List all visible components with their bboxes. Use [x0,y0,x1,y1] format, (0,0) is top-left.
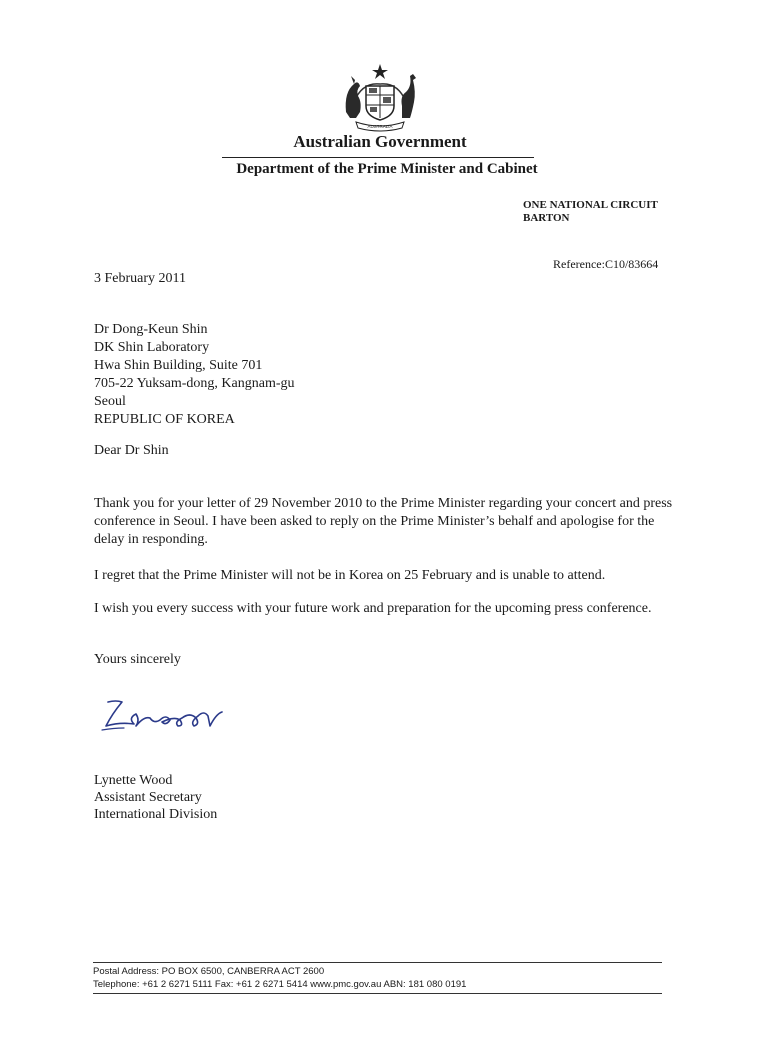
body-paragraph: I regret that the Prime Minister will not be in Korea on 25 February and is unable to attend. [94,568,606,583]
recipient-line: Dr Dong-Keun Shin [94,322,208,337]
signer-block [94,772,217,823]
recipient-line: Hwa Shin Building, Suite 701 [94,358,263,373]
signer-division: International Division [94,807,218,822]
footer-divider-top [93,962,662,963]
recipient-line: REPUBLIC OF KOREA [94,412,235,427]
recipient-address [94,321,295,429]
government-title: Australian Government [293,132,467,151]
signer-name: Lynette Wood [94,773,173,788]
footer-contact: Telephone: +61 2 6271 5111 Fax: +61 2 6271 5414 www.pmc.gov.au ABN: 181 080 0191 [93,979,467,990]
crest-motto: AUSTRALIA [367,124,393,129]
closing: Yours sincerely [94,652,181,667]
body-paragraph: I wish you every success with your future work and preparation for the upcoming press conference. [94,601,652,616]
handwritten-signature [100,692,240,742]
footer-divider-bottom [93,993,662,994]
body-paragraph: Thank you for your letter of 29 November 2010 to the Prime Minister regarding your concert and press conference in Seoul. I have been asked to reply on the Prime Minister’s behalf and apologise for the delay in responding. [94,496,673,547]
reference-number: Reference:C10/83664 [553,257,659,271]
sender-address-line: ONE NATIONAL CIRCUIT [523,199,658,211]
recipient-line: Seoul [94,394,126,409]
letter-date: 3 February 2011 [94,271,187,286]
footer [93,965,466,991]
coat-of-arms-icon [332,62,428,132]
signer-title: Assistant Secretary [94,790,202,805]
salutation: Dear Dr Shin [94,443,169,458]
department-title: Department of the Prime Minister and Cabinet [236,161,538,177]
letterhead-divider [222,157,534,158]
sender-address-line: BARTON [523,212,570,224]
recipient-line: DK Shin Laboratory [94,340,210,355]
sender-address [523,199,658,225]
footer-postal: Postal Address: PO BOX 6500, CANBERRA ACT 2600 [93,966,325,977]
recipient-line: 705-22 Yuksam-dong, Kangnam-gu [94,376,295,391]
